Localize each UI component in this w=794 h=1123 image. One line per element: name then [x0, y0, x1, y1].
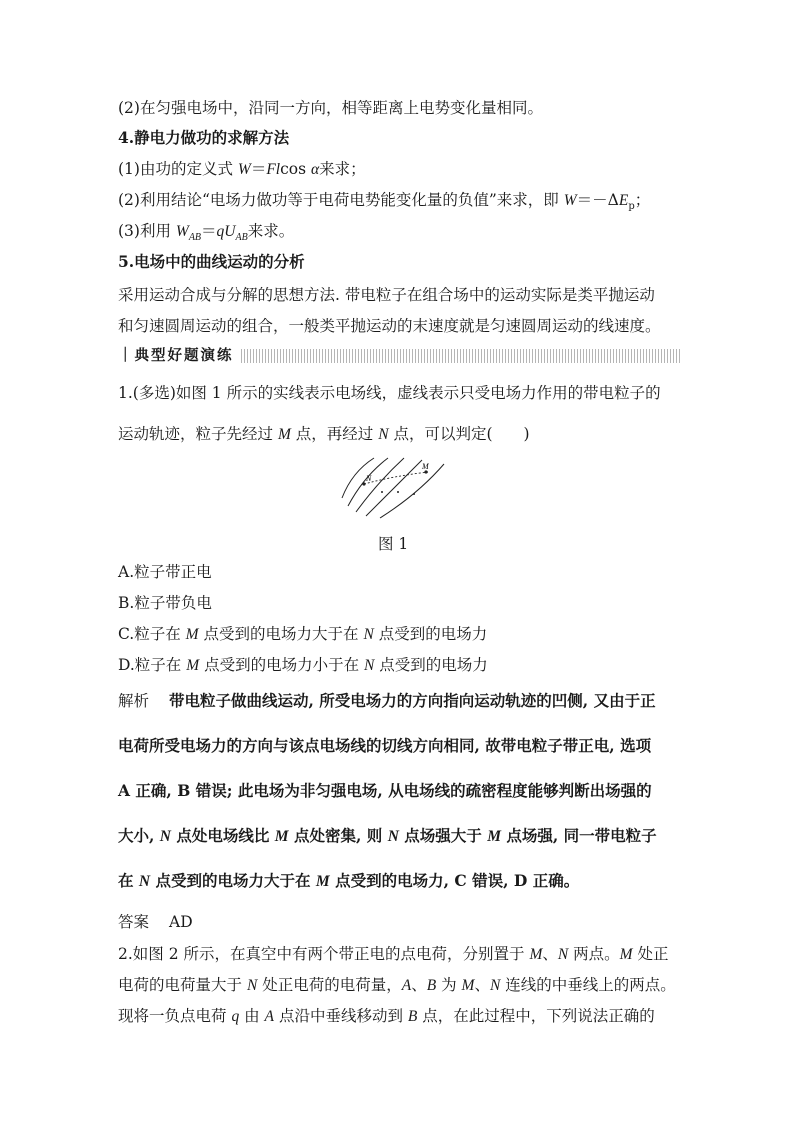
- var-A: A: [264, 1008, 275, 1025]
- answer-label: 答案: [118, 913, 150, 931]
- text-span: (2)在匀强电场中，沿同一方向，相等距离上电势变化量相同。: [118, 99, 543, 117]
- text-span: A 正确, B 错误; 此电场为非匀强电场, 从电场线的疏密程度能够判断出场强的: [118, 781, 652, 800]
- text-span: 点受到的电场力: [373, 625, 488, 643]
- var-M: M: [277, 426, 291, 443]
- text-span: (3)利用: [118, 222, 176, 240]
- text-span: (2)利用结论“电场力做功等于电荷电势能变化量的负值”来求，即: [118, 191, 564, 209]
- answer-value: AD: [169, 913, 193, 931]
- method-1: [118, 159, 366, 180]
- text-span: 在: [118, 871, 139, 890]
- text-span: 电荷的电荷量大于: [118, 976, 247, 994]
- text-span: 、: [411, 976, 427, 994]
- var-q: q: [231, 1008, 240, 1025]
- text-span: 点，在此过程中，下列说法正确的: [417, 1007, 655, 1025]
- formula-var: W: [237, 161, 251, 178]
- text-span: 点受到的电场力, C 错误, D 正确。: [329, 871, 580, 890]
- text-span: 点受到的电场力: [374, 656, 488, 674]
- q2-line-3: [118, 1006, 655, 1027]
- section-header: [118, 346, 680, 366]
- var-N: N: [364, 657, 375, 674]
- var-M: M: [274, 828, 289, 845]
- text-span: 由: [239, 1007, 265, 1025]
- var-N: N: [159, 828, 171, 845]
- text-span: 为: [436, 976, 462, 994]
- q1-option-d: [118, 655, 488, 676]
- var-M: M: [315, 873, 330, 890]
- text-span: 、: [474, 976, 490, 994]
- var-N: N: [387, 828, 399, 845]
- analysis-line-1: [118, 691, 656, 711]
- text-span: 处正电荷的电荷量，: [257, 976, 402, 994]
- text-span: 点处电场线比: [171, 826, 275, 845]
- field-line: [366, 460, 422, 516]
- text-span: D.粒子在: [118, 656, 187, 674]
- text-span: 现将一负点电荷: [118, 1007, 232, 1025]
- var-M: M: [461, 977, 475, 994]
- var-N: N: [363, 626, 374, 643]
- formula-var: qU: [216, 223, 236, 240]
- text-span: 点，再经过: [290, 425, 379, 443]
- field-dot: [413, 493, 415, 495]
- var-N: N: [378, 426, 389, 443]
- label-N: N: [366, 474, 372, 483]
- q1-option-a: [118, 562, 212, 582]
- var-M: M: [186, 657, 200, 674]
- text-span: 点场强, 同一带电粒子: [500, 826, 657, 845]
- heading-text: 4.静电力做功的求解方法: [118, 128, 290, 147]
- figure-1-field-lines: [338, 450, 448, 520]
- var-B: B: [426, 977, 437, 994]
- q1-stem-line-1: [118, 383, 661, 403]
- text-span: 2.如图 2 所示，在真空中有两个带正电的点电荷，分别置于: [118, 945, 530, 963]
- text-span: 带电粒子做曲线运动, 所受电场力的方向指向运动轨迹的凹侧, 又由于正: [169, 691, 656, 710]
- heading-5: [118, 252, 305, 272]
- text-span: C.粒子在: [118, 625, 186, 643]
- analysis-line-5: [118, 871, 579, 892]
- formula-op: ＝: [201, 222, 217, 240]
- text-span: 来求；: [319, 160, 366, 178]
- heading-4: [118, 128, 289, 148]
- analysis-line-2: [118, 736, 651, 756]
- text-span: 点处密集, 则: [288, 826, 388, 845]
- text-span: (1)由功的定义式: [118, 160, 238, 178]
- text-span: 电荷所受电场力的方向与该点电场线的切线方向相同, 故带电粒子带正电, 选项: [118, 736, 652, 755]
- var-M: M: [529, 946, 543, 963]
- text-span: 采用运动合成与分解的思想方法. 带电粒子在组合场中的运动实际是类平抛运动: [118, 286, 655, 304]
- field-dot: [397, 491, 399, 493]
- field-dot: [381, 491, 383, 493]
- text-span: 和匀速圆周运动的组合，一般类平抛运动的末速度就是匀速圆周运动的线速度。: [118, 317, 661, 335]
- answer-line: [118, 912, 193, 932]
- var-M: M: [185, 626, 199, 643]
- text-span: 大小,: [118, 826, 160, 845]
- formula-var: Fl: [266, 161, 281, 178]
- label-M: M: [422, 462, 429, 471]
- formula-var: α: [311, 161, 320, 178]
- text-span: A.粒子带正电: [118, 563, 212, 581]
- text-span: 点沿中垂线移动到: [274, 1007, 408, 1025]
- formula-sub: AB: [235, 232, 248, 244]
- formula-op: ＝－Δ: [576, 191, 619, 209]
- var-A: A: [401, 977, 412, 994]
- text-span: 连线的中垂线上的两点。: [500, 976, 676, 994]
- text-span: 处正: [632, 945, 669, 963]
- text-span: 运动轨迹，粒子先经过: [118, 425, 278, 443]
- var-N: N: [557, 946, 569, 963]
- formula-sub: p: [628, 201, 635, 213]
- text-span: 、: [542, 945, 558, 963]
- text-span: 点场强大于: [398, 826, 488, 845]
- text-span: 点，可以判定( ): [388, 425, 530, 443]
- var-N: N: [489, 977, 501, 994]
- q1-option-b: [118, 593, 212, 613]
- paragraph-5-line-2: [118, 316, 661, 336]
- analysis-line-3: [118, 781, 652, 801]
- method-2: [118, 190, 650, 217]
- figure-1-caption: 图 1: [378, 535, 409, 553]
- text-span: 点受到的电场力大于在: [198, 625, 364, 643]
- heading-text: 5.电场中的曲线运动的分析: [118, 252, 305, 271]
- formula-var: W: [175, 223, 189, 240]
- var-N: N: [246, 977, 258, 994]
- analysis-line-4: [118, 826, 657, 847]
- var-M: M: [619, 946, 633, 963]
- formula-func: cos: [280, 160, 312, 178]
- text-span: B.粒子带负电: [118, 594, 212, 612]
- var-N: N: [138, 873, 151, 890]
- text-span: 点受到的电场力大于在: [150, 871, 316, 890]
- text-line: [118, 98, 543, 118]
- text-span: 两点。: [568, 945, 620, 963]
- formula-var: W: [563, 192, 577, 209]
- q2-line-2: [118, 975, 676, 996]
- q1-stem-line-2: [118, 424, 530, 445]
- q1-option-c: [118, 624, 487, 645]
- formula-var: E: [618, 192, 629, 209]
- formula-sub: AB: [188, 232, 202, 244]
- var-M: M: [487, 828, 501, 845]
- paragraph-5-line-1: [118, 285, 655, 305]
- method-3: [118, 221, 294, 248]
- text-span: 点受到的电场力小于在: [199, 656, 365, 674]
- text-span: ；: [634, 191, 651, 209]
- section-title: ｜典型好题演练: [118, 346, 240, 366]
- text-span: 1.(多选)如图 1 所示的实线表示电场线，虚线表示只受电场力作用的带电粒子的: [118, 384, 661, 402]
- formula-op: ＝: [250, 160, 267, 178]
- analysis-label: 解析: [118, 692, 150, 710]
- q2-line-1: [118, 944, 669, 965]
- section-title-text: 典型好题演练: [134, 347, 234, 364]
- text-span: 来求。: [247, 222, 295, 240]
- particle-trajectory: [364, 472, 428, 484]
- var-B: B: [407, 1008, 418, 1025]
